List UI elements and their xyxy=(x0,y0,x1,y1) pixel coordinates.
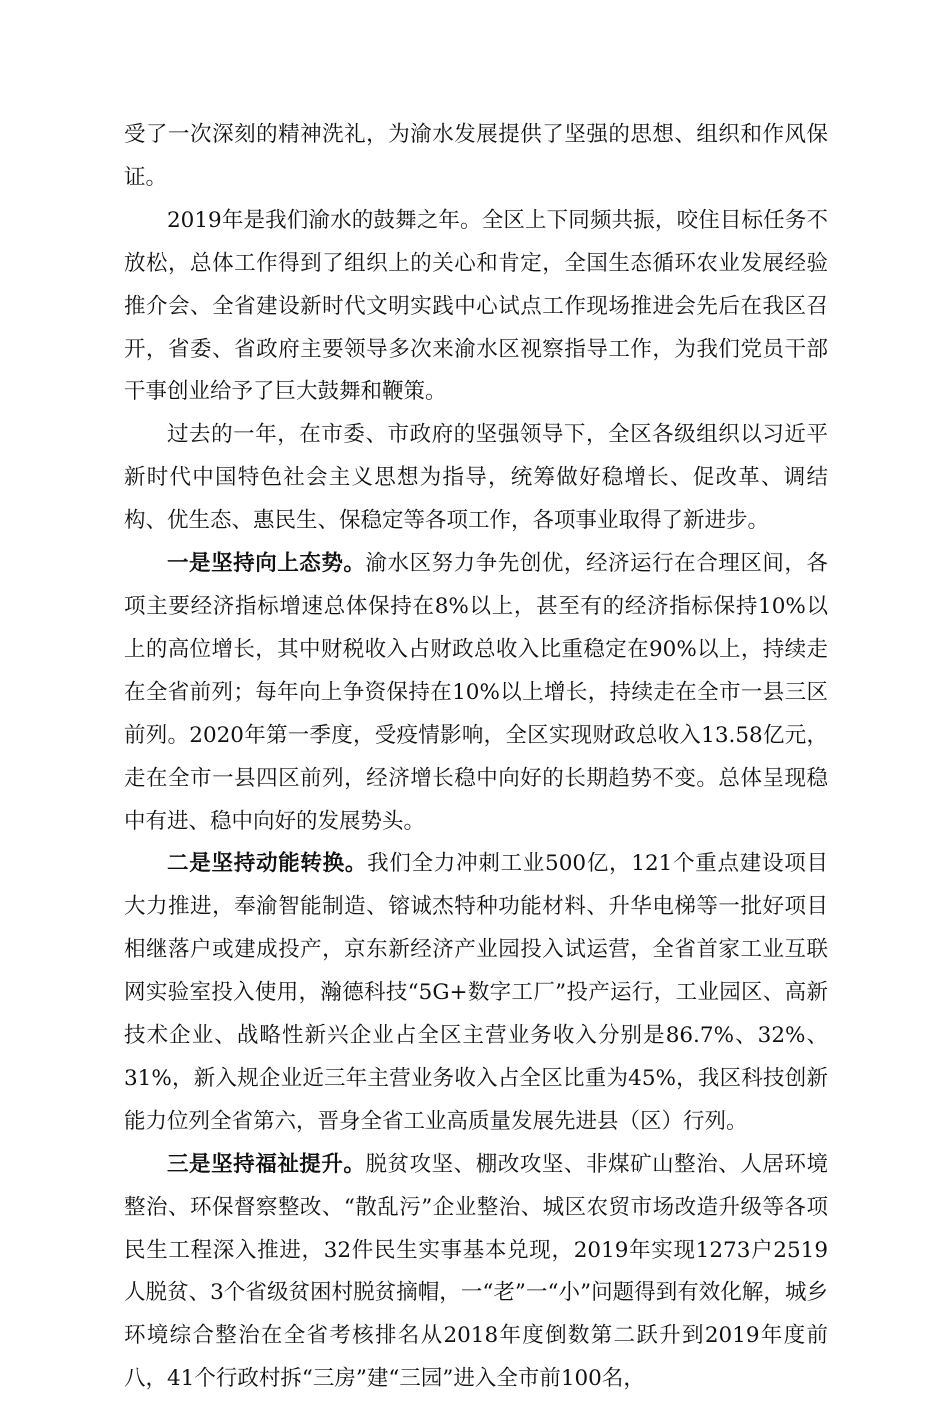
document-page xyxy=(124,114,828,1401)
paragraph-text: 我们全力冲刺工业500亿，121个重点建设项目大力推进，奉渝智能制造、镕诚杰特种功能材料、升华电梯等一批好项目相继落户或建成投产，京东新经济产业园投入试运营，全省首家工业互联网实验室投入使用，瀚德科技“5G+数字工厂”投产运行，工业园区、高新技术企业、战略性新兴企业占全区主营业务收入分别是86.7%、32%、31%，新入规企业近三年主营业务收入占全区比重为45%，我区科技创新能力位列全省第六，晋身全省工业高质量发展先进县（区）行列。 xyxy=(124,851,828,1134)
paragraph-lead-heading: 三是坚持福祉提升。 xyxy=(167,1151,366,1177)
paragraph-lead-heading: 二是坚持动能转换。 xyxy=(167,851,368,877)
paragraph-past-year xyxy=(124,414,828,543)
paragraph-point-one xyxy=(124,543,828,843)
paragraph-point-two xyxy=(124,843,828,1143)
paragraph-text: 过去的一年，在市委、市政府的坚强领导下，全区各级组织以习近平新时代中国特色社会主义思想为指导，统筹做好稳增长、促改革、调结构、优生态、惠民生、保稳定等各项工作，各项事业取得了新进步。 xyxy=(124,422,828,534)
paragraph-text: 2019年是我们渝水的鼓舞之年。全区上下同频共振，咬住目标任务不放松，总体工作得到了组织上的关心和肯定，全国生态循环农业发展经验推介会、全省建设新时代文明实践中心试点工作现场推进会先后在我区召开，省委、省政府主要领导多次来渝水区视察指导工作，为我们党员干部干事创业给予了巨大鼓舞和鞭策。 xyxy=(124,207,828,405)
paragraph-point-three xyxy=(124,1144,828,1401)
paragraph-text: 受了一次深刻的精神洗礼，为渝水发展提供了坚强的思想、组织和作风保证。 xyxy=(124,122,828,190)
paragraph-continuation xyxy=(124,114,828,200)
paragraph-2019-summary xyxy=(124,200,828,415)
paragraph-text: 渝水区努力争先创优，经济运行在合理区间，各项主要经济指标增速总体保持在8%以上，甚至有的经济指标保持10%以上的高位增长，其中财税收入占财政总收入比重稳定在90%以上，持续走在全省前列；每年向上争资保持在10%以上增长，持续走在全市一县三区前列。2020年第一季度，受疫情影响，全区实现财政总收入13.58亿元，走在全市一县四区前列，经济增长稳中向好的长期趋势不变。总体呈现稳中有进、稳中向好的发展势头。 xyxy=(124,551,828,834)
paragraph-lead-heading: 一是坚持向上态势。 xyxy=(167,551,366,577)
paragraph-text: 脱贫攻坚、棚改攻坚、非煤矿山整治、人居环境整治、环保督察整改、“散乱污”企业整治、城区农贸市场改造升级等各项民生工程深入推进，32件民生实事基本兑现，2019年实现1273户2519人脱贫、3个省级贫困村脱贫摘帽，一“老”一“小”问题得到有效化解，城乡环境综合整治在全省考核排名从2018年度倒数第二跃升到2019年度前八，41个行政村拆“三房”建“三园”进入全市前100名， xyxy=(124,1151,828,1392)
